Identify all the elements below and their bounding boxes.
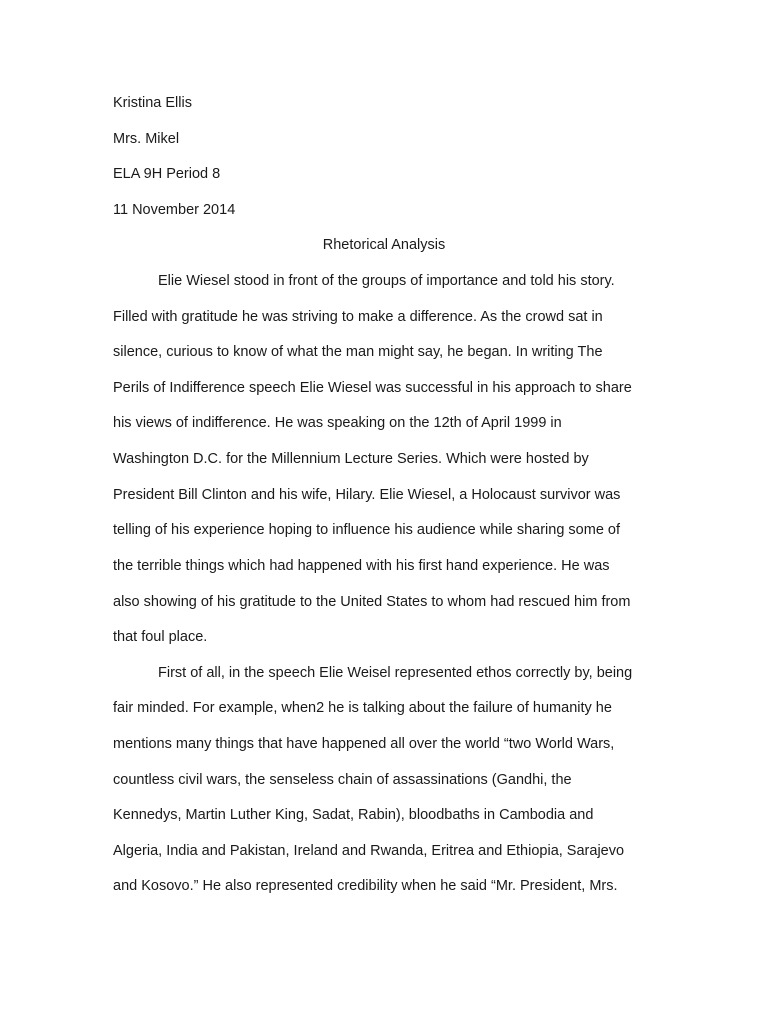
paragraph-line: Filled with gratitude he was striving to make a difference. As the crowd sat in — [113, 309, 603, 325]
course-period: ELA 9H Period 8 — [113, 166, 221, 182]
paragraph-line: that foul place. — [113, 629, 208, 645]
paragraph-line: and Kosovo.” He also represented credibility when he said “Mr. President, Mrs. — [113, 878, 618, 894]
paragraph-line: silence, curious to know of what the man might say, he began. In writing The — [113, 344, 603, 360]
paragraph-line: Perils of Indifference speech Elie Wiesel was successful in his approach to share — [113, 380, 632, 396]
paragraph-line: Kennedys, Martin Luther King, Sadat, Rabin), bloodbaths in Cambodia and — [113, 807, 594, 823]
student-name: Kristina Ellis — [113, 95, 192, 111]
paragraph-line: First of all, in the speech Elie Weisel represented ethos correctly by, being — [158, 665, 633, 681]
essay-title: Rhetorical Analysis — [322, 237, 446, 253]
paragraph-line: the terrible things which had happened with his first hand experience. He was — [113, 558, 610, 574]
paragraph-line: countless civil wars, the senseless chain of assassinations (Gandhi, the — [113, 772, 572, 788]
essay-date: 11 November 2014 — [113, 202, 236, 218]
paragraph-line: Algeria, India and Pakistan, Ireland and Rwanda, Eritrea and Ethiopia, Sarajevo — [113, 843, 625, 859]
paragraph-line: also showing of his gratitude to the United States to whom had rescued him from — [113, 594, 631, 610]
paragraph-line: his views of indifference. He was speaking on the 12th of April 1999 in — [113, 415, 562, 431]
paragraph-line: Washington D.C. for the Millennium Lecture Series. Which were hosted by — [113, 451, 589, 467]
paragraph-line: mentions many things that have happened all over the world “two World Wars, — [113, 736, 615, 752]
paragraph-line: fair minded. For example, when2 he is talking about the failure of humanity he — [113, 700, 612, 716]
paragraph-line: telling of his experience hoping to influence his audience while sharing some of — [113, 522, 621, 538]
paragraph-line: President Bill Clinton and his wife, Hilary. Elie Wiesel, a Holocaust survivor was — [113, 487, 621, 503]
paragraph-line: Elie Wiesel stood in front of the groups of importance and told his story. — [158, 273, 615, 289]
teacher-name: Mrs. Mikel — [113, 131, 180, 147]
